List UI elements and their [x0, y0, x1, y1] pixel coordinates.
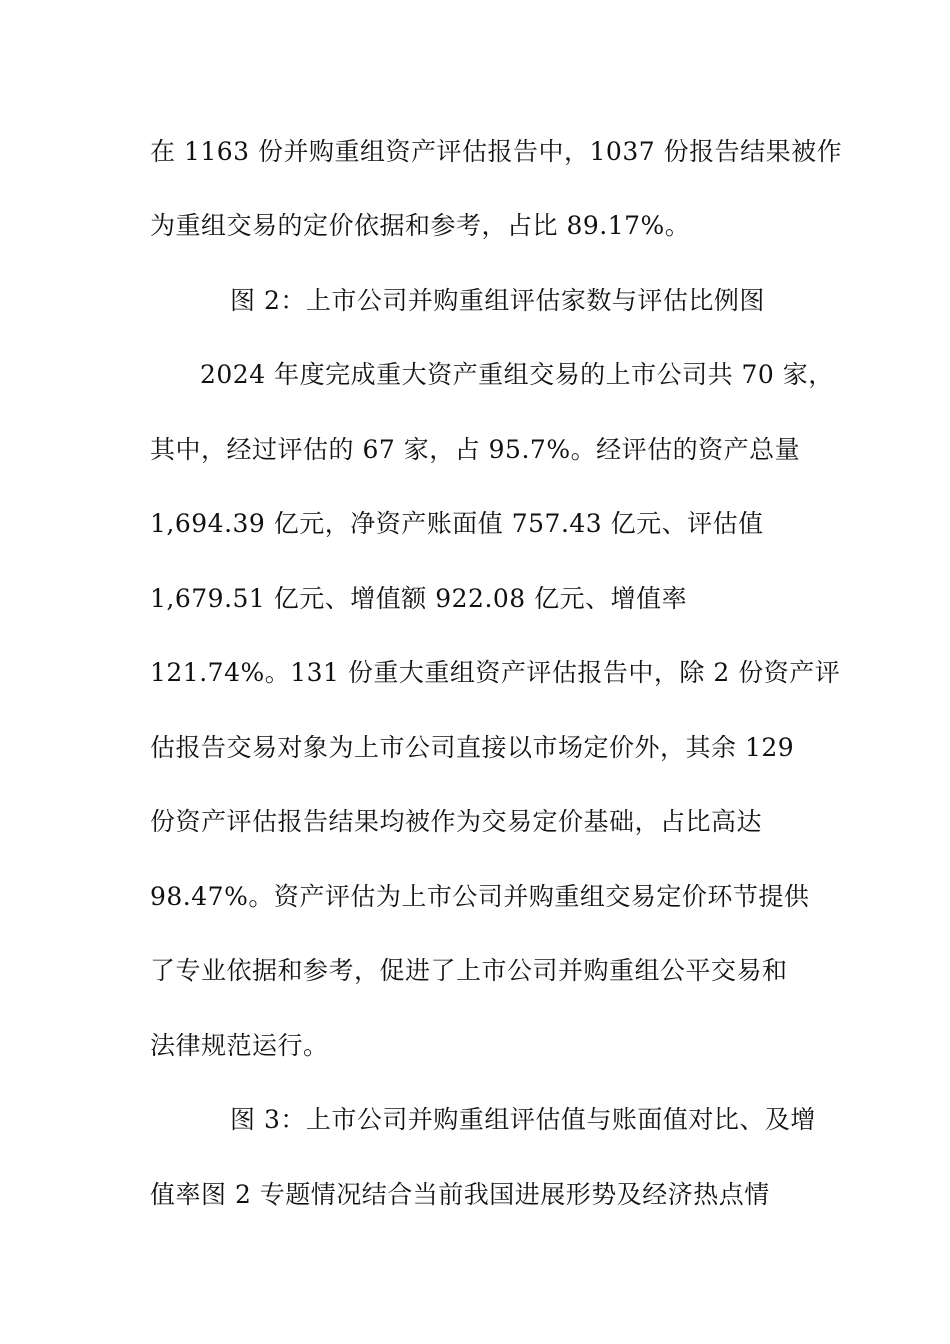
- figure-caption: 图 2：上市公司并购重组评估家数与评估比例图: [230, 286, 765, 315]
- paragraph-line: 值率图 2 专题情况结合当前我国进展形势及经济热点情: [150, 1180, 770, 1209]
- paragraph-line: 1,679.51 亿元、增值额 922.08 亿元、增值率: [150, 584, 688, 613]
- paragraph-line: 在 1163 份并购重组资产评估报告中，1037 份报告结果被作: [150, 137, 843, 166]
- figure-caption: 图 3：上市公司并购重组评估值与账面值对比、及增: [230, 1105, 816, 1134]
- paragraph-line: 2024 年度完成重大资产重组交易的上市公司共 70 家，: [200, 360, 834, 389]
- paragraph-line: 1,694.39 亿元，净资产账面值 757.43 亿元、评估值: [150, 509, 764, 538]
- paragraph-line: 为重组交易的定价依据和参考，占比 89.17%。: [150, 211, 691, 240]
- paragraph-line: 其中，经过评估的 67 家，占 95.7%。经评估的资产总量: [150, 435, 801, 464]
- paragraph-line: 了专业依据和参考，促进了上市公司并购重组公平交易和: [150, 956, 788, 985]
- paragraph-line: 121.74%。131 份重大重组资产评估报告中，除 2 份资产评: [150, 658, 841, 687]
- paragraph-line: 估报告交易对象为上市公司直接以市场定价外，其余 129: [150, 733, 795, 762]
- paragraph-line: 份资产评估报告结果均被作为交易定价基础，占比高达: [150, 807, 763, 836]
- paragraph-line: 98.47%。资产评估为上市公司并购重组交易定价环节提供: [150, 882, 810, 911]
- paragraph-line: 法律规范运行。: [150, 1031, 329, 1060]
